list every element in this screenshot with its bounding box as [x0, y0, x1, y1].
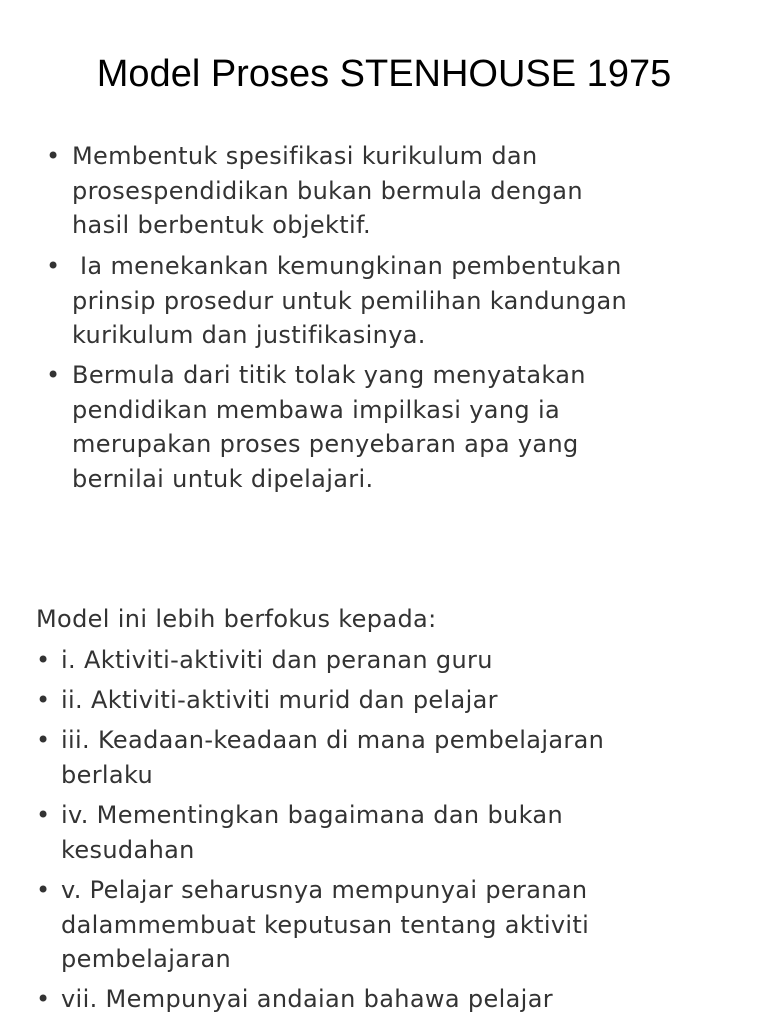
bullet-dot-icon: •: [46, 361, 61, 389]
bullet-dot-icon: •: [46, 252, 61, 280]
bullet-line: prosespendidikan bukan bermula dengan: [72, 176, 583, 205]
focus-intro: Model ini lebih berfokus kepada:: [36, 605, 437, 633]
bullet-line: Membentuk spesifikasi kurikulum dan: [72, 142, 538, 170]
bullet-item: [46, 249, 752, 353]
bullet-dot-icon: •: [46, 142, 61, 170]
slide-title: Model Proses STENHOUSE 1975: [96, 53, 672, 95]
focus-line: iv. Mementingkan bagaimana dan bukan: [61, 801, 564, 829]
bullet-dot-icon: •: [36, 646, 51, 674]
bullet-dot-icon: •: [36, 876, 51, 904]
focus-line: v. Pelajar seharusnya mempunyai peranan: [61, 876, 588, 904]
focus-line: i. Aktiviti-aktiviti dan peranan guru: [61, 646, 493, 674]
bullet-item: [46, 358, 752, 496]
bullet-line: prinsip prosedur untuk pemilihan kandungan: [72, 286, 628, 315]
focus-item: [36, 683, 751, 718]
bullet-line: Bermula dari titik tolak yang menyatakan: [72, 361, 586, 389]
bullet-line: kurikulum dan justifikasinya.: [72, 321, 426, 349]
bullet-dot-icon: •: [36, 801, 51, 829]
focus-line: vii. Mempunyai andaian bahawa pelajar: [61, 985, 553, 1013]
bullet-line: Ia menekankan kemungkinan pembentukan: [72, 252, 622, 280]
bullet-line: pendidikan membawa impilkasi yang ia: [72, 395, 561, 424]
focus-item: [36, 723, 751, 792]
bullet-dot-icon: •: [36, 726, 51, 754]
focus-item: [36, 643, 751, 678]
focus-line: ii. Aktiviti-aktiviti murid dan pelajar: [61, 686, 498, 714]
bullet-line: bernilai untuk dipelajari.: [72, 464, 374, 493]
bullet-line: hasil berbentuk objektif.: [72, 211, 372, 239]
bullet-item: [46, 139, 752, 243]
focus-line: dalammembuat keputusan tentang aktiviti: [61, 910, 590, 939]
focus-item: [36, 873, 751, 977]
focus-item: [36, 982, 751, 1017]
bullet-dot-icon: •: [36, 985, 51, 1013]
focus-line: pembelajaran: [61, 945, 232, 973]
bullet-line: merupakan proses penyebaran apa yang: [72, 430, 579, 458]
focus-item: [36, 798, 751, 867]
focus-line: kesudahan: [61, 835, 195, 864]
focus-line: berlaku: [61, 760, 154, 789]
focus-line: iii. Keadaan-keadaan di mana pembelajaran: [61, 726, 605, 754]
bullet-dot-icon: •: [36, 686, 51, 714]
